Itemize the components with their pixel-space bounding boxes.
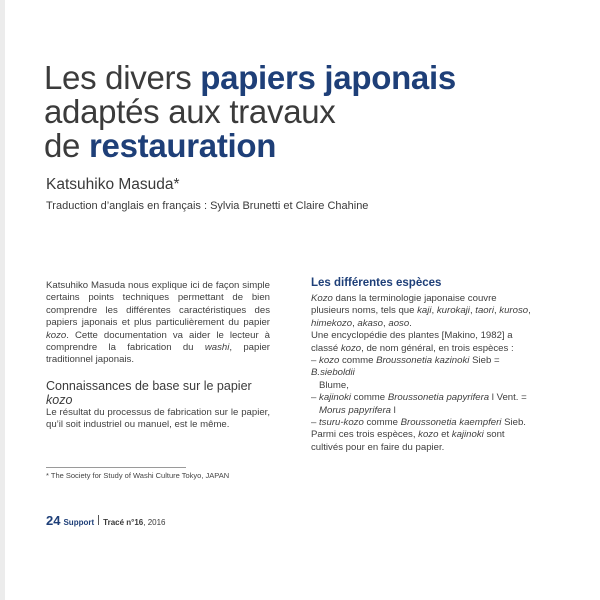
title-part: adaptés aux travaux: [44, 93, 336, 130]
title-part: de: [44, 127, 89, 164]
species-item-3: [311, 417, 535, 429]
section-paragraph: Le résultat du processus de fabrication sur le papier, qu’il soit industriel ou manuel, est le même.: [46, 406, 270, 431]
title-accent: restauration: [88, 127, 277, 164]
text-run: –: [311, 355, 320, 367]
text-run: ,: [528, 305, 531, 317]
italic-term: Morus papyrifera: [319, 404, 391, 416]
text-run: ,: [493, 305, 500, 317]
species-paragraph-1: [311, 293, 535, 330]
folio: [46, 513, 166, 528]
text-run: ,: [431, 305, 437, 317]
text-run: Une encyclopédie des plantes [Makino, 1982] a classé: [311, 330, 513, 354]
text-run: Sieb =: [469, 355, 500, 367]
folio-section: Support: [63, 518, 95, 527]
section-heading: Connaissances de base sur le papier: [46, 378, 252, 393]
text-run: l Vent. =: [489, 392, 527, 404]
folio-divider: [98, 515, 99, 525]
text-run: Parmi ces trois espèces,: [311, 429, 419, 441]
italic-term: kaji: [417, 305, 432, 317]
italic-term: washi: [204, 342, 230, 354]
footnote-rule: [46, 467, 186, 468]
text-run: , papier traditionnel japonais.: [46, 342, 270, 366]
text-run: . Cette documentation va aider le lecteur à comprendre la fabrication du: [46, 329, 270, 354]
text-run: comme: [351, 392, 388, 404]
page-number: 24: [46, 513, 61, 528]
text-run: Katsuhiko Masuda nous explique ici de façon simple certains points techniques permettant de bien comprendre les différentes caractéristiques des papiers japonais et plus particulièrement du papier: [46, 280, 270, 329]
species-heading: Les différentes espèces: [311, 277, 442, 289]
title-part: Les divers: [44, 59, 201, 96]
text-run: comme: [363, 417, 401, 429]
italic-term: aoso: [388, 317, 410, 329]
text-run: ,: [383, 317, 389, 329]
left-column: [46, 280, 270, 432]
text-run: dans la terminologie japonaise couvre plusieurs noms, tels que: [311, 293, 497, 317]
text-run: ,: [469, 305, 476, 317]
species-paragraph-3: [311, 429, 535, 454]
text-run: –: [311, 417, 320, 429]
italic-term: kozo: [46, 329, 67, 341]
species-item-1-cont: Blume,: [319, 379, 349, 391]
text-run: et: [438, 429, 452, 441]
italic-term: B.sieboldii: [311, 367, 355, 379]
italic-term: Broussonetia kazinoki: [376, 355, 470, 367]
text-run: , de nom général, en trois espèces :: [361, 342, 514, 354]
text-run: ,: [352, 317, 358, 329]
italic-term: kajinoki: [451, 429, 484, 441]
author: Katsuhiko Masuda*: [46, 176, 180, 193]
italic-term: himekozo: [311, 317, 353, 329]
text-run: sont cultivés pour en faire du papier.: [311, 429, 505, 453]
folio-journal: Tracé n°16: [103, 518, 144, 527]
italic-term: kozo: [319, 355, 340, 367]
italic-term: akaso: [357, 317, 384, 329]
page-edge: [0, 0, 5, 600]
article-title: [44, 61, 544, 163]
section-heading-sub: kozo: [46, 392, 73, 407]
italic-term: tsuru-kozo: [319, 417, 364, 429]
species-item-2: [311, 392, 535, 404]
intro-paragraph: [46, 280, 270, 367]
folio-year: , 2016: [143, 518, 166, 527]
title-accent: papiers japonais: [200, 59, 456, 96]
text-run: .: [409, 317, 412, 329]
text-run: comme: [339, 355, 377, 367]
italic-term: kurokaji: [436, 305, 470, 317]
italic-term: taori: [475, 305, 494, 317]
italic-term: Kozo: [311, 293, 333, 304]
italic-term: kozo: [340, 342, 362, 354]
text-run: Sieb.: [501, 417, 526, 429]
species-item-1: [311, 355, 535, 380]
italic-term: Broussonetia papyrifera: [387, 392, 490, 404]
italic-term: kuroso: [499, 305, 529, 317]
italic-term: Broussonetia kaempferi: [400, 417, 502, 429]
species-paragraph-2: [311, 330, 535, 355]
footnote: * The Society for Study of Washi Culture Tokyo, JAPAN: [46, 471, 230, 480]
italic-term: kajinoki: [319, 392, 352, 404]
species-item-2-cont: [311, 405, 535, 417]
translation-credit: Traduction d’anglais en français : Sylvia Brunetti et Claire Chahine: [46, 200, 369, 212]
text-run: –: [311, 392, 320, 404]
text-run: l: [390, 404, 396, 416]
italic-term: kozo: [418, 429, 439, 441]
right-column: [311, 276, 535, 454]
